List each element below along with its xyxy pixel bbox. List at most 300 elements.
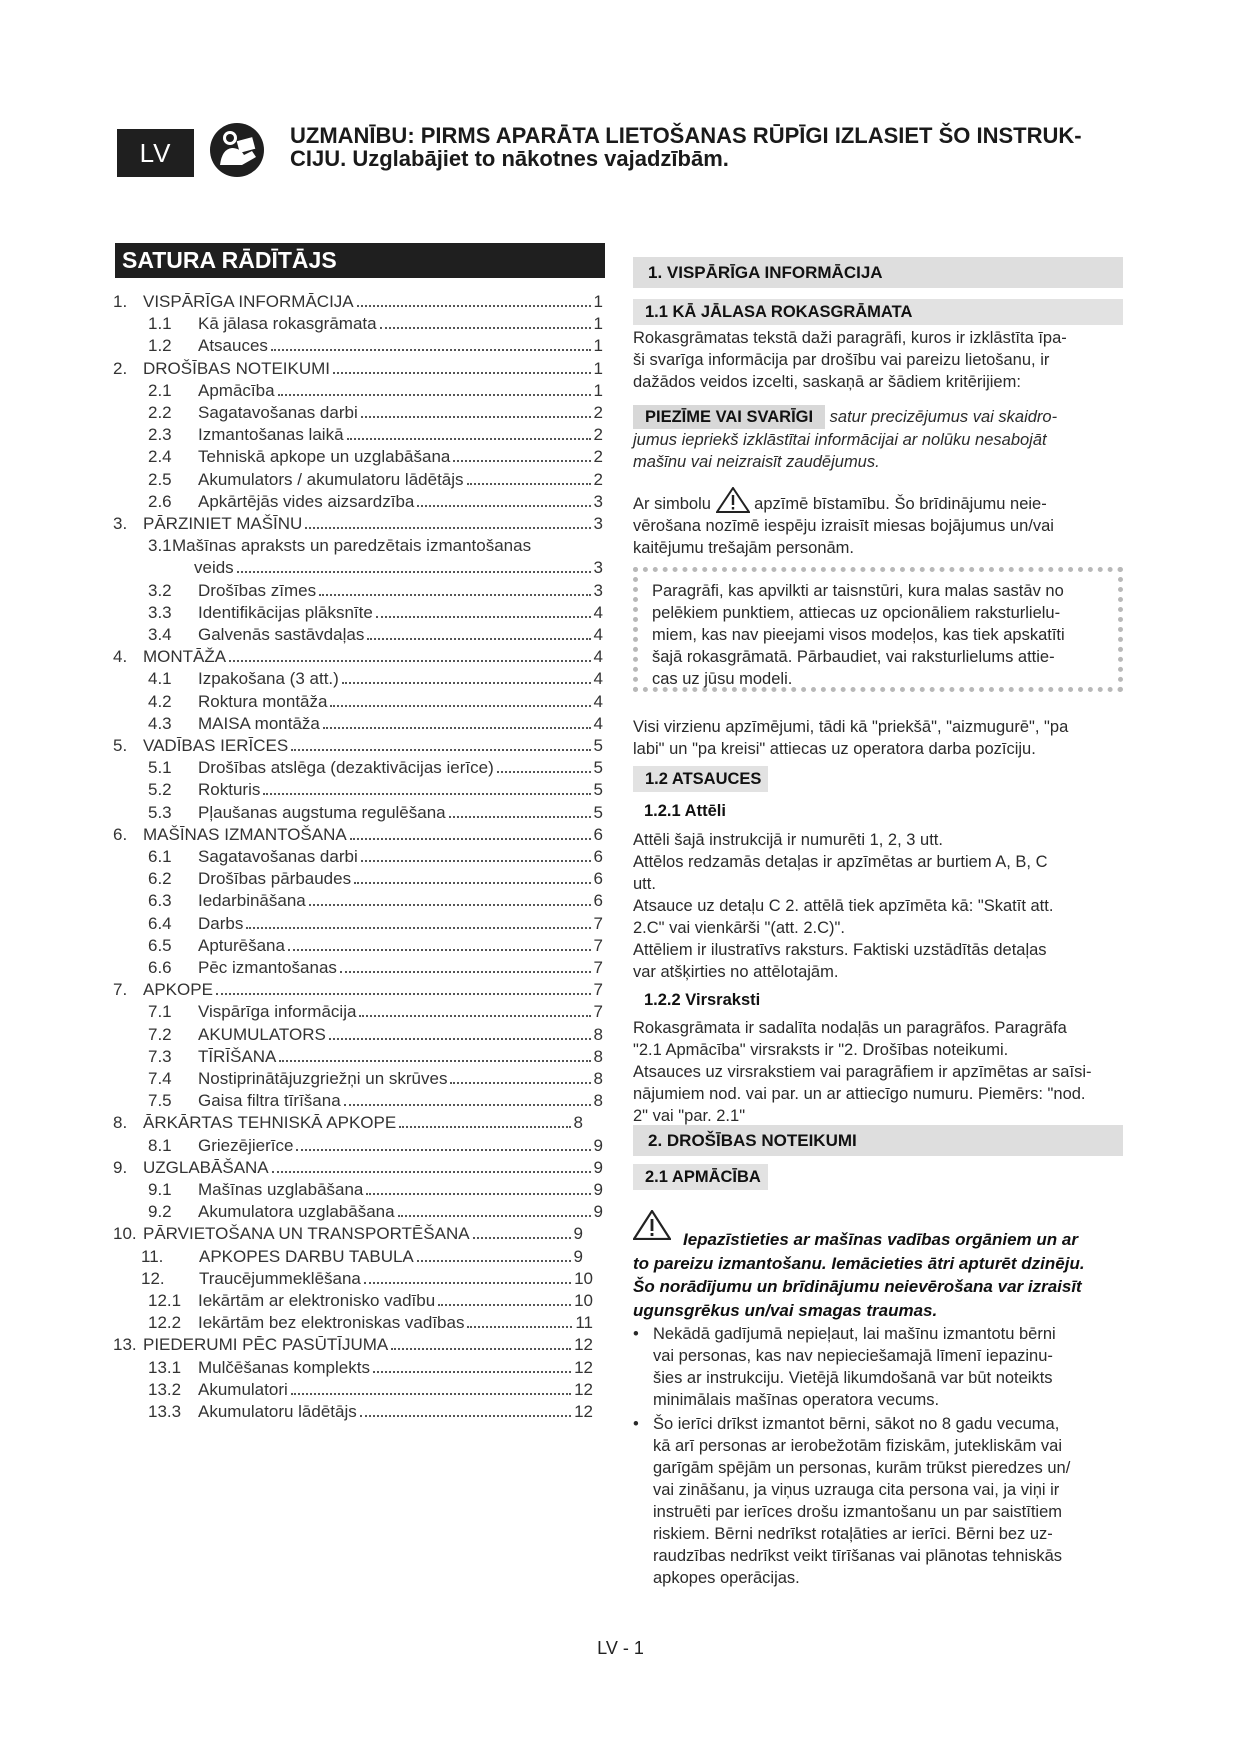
toc-leader-dots <box>417 1260 571 1262</box>
toc-entry-number: 5.3 <box>148 802 172 822</box>
toc-entry-page: 11 <box>575 1313 593 1333</box>
toc-entry-title: Atsauces <box>198 336 268 356</box>
note-text-line3: mašīnu vai neizraisīt zaudējumus. <box>633 453 880 471</box>
toc-leader-dots <box>344 1104 591 1106</box>
toc-leader-dots <box>319 594 590 596</box>
toc-entry-page: 2 <box>593 447 603 467</box>
toc-entry <box>113 712 603 734</box>
toc-entry-title: Drošības pārbaudes <box>198 869 352 889</box>
toc-leader-dots <box>271 349 591 351</box>
bullet-dot: • <box>633 1325 639 1343</box>
toc-entry <box>113 290 603 312</box>
toc-entry <box>113 667 603 689</box>
toc-entry-number: 2.6 <box>148 491 172 511</box>
toc-entry-page: 9 <box>593 1202 603 1222</box>
toc-entry-title: UZGLABĀŠANA <box>143 1157 269 1177</box>
page-number: LV - 1 <box>597 1638 644 1658</box>
toc-entry-number: 6.1 <box>148 847 172 866</box>
toc-entry-page: 6 <box>593 869 603 889</box>
subsection-1-2-1-title: 1.2.1 Attēli <box>644 802 726 820</box>
subsection-2-1-title: 2.1 APMĀCĪBA <box>633 1164 768 1190</box>
toc-entry-number: 4. <box>113 647 128 667</box>
toc-entry <box>113 1267 593 1289</box>
toc-leader-dots <box>340 971 591 973</box>
toc-leader-dots <box>333 372 591 374</box>
toc-entry-number: 13.3 <box>148 1402 182 1421</box>
toc-entry-page: 8 <box>593 1069 603 1088</box>
toc-leader-dots <box>272 1171 591 1173</box>
toc-entry-number: 7. <box>113 980 128 1000</box>
toc-entry-number: 5. <box>113 736 128 755</box>
toc-entry-page: 9 <box>593 1135 603 1155</box>
toc-entry <box>113 1311 593 1333</box>
toc-entry <box>113 912 603 934</box>
sub11-line: Rokasgrāmatas tekstā daži paragrāfi, kuros ir izklāstīta īpa- <box>633 329 1067 347</box>
toc-entry-number: 3.1 <box>148 536 172 556</box>
toc-leader-dots <box>329 1038 591 1040</box>
toc-leader-dots <box>263 793 590 795</box>
toc-entry-title: ĀRKĀRTAS TEHNISKĀ APKOPE <box>143 1113 397 1133</box>
toc-entry-title: Pļaušanas augstuma regulēšana <box>198 802 446 822</box>
toc-entry-number: 2.4 <box>148 447 172 467</box>
toc-entry-number: 4.1 <box>148 669 172 689</box>
toc-entry-number: 13.2 <box>148 1379 182 1399</box>
toc-leader-dots <box>398 1215 591 1217</box>
toc-leader-dots <box>342 682 591 684</box>
toc-leader-dots <box>366 1193 590 1195</box>
toc-entry-title: Darbs <box>198 913 244 933</box>
header-warning-line2: CIJU. Uzglabājiet to nākotnes vajadzībām. <box>290 146 729 171</box>
section1-title: 1. VISPĀRĪGA INFORMĀCIJA <box>633 257 1123 288</box>
toc-entry-number: 2.5 <box>148 469 172 489</box>
toc-entry-number: 3. <box>113 514 128 533</box>
toc-entry-title: Drošības atslēga (dezaktivācijas ierīce) <box>198 758 494 778</box>
toc-entry-title: Iekārtām bez elektroniskas vadības <box>198 1313 465 1333</box>
toc-leader-dots <box>373 1371 571 1373</box>
dotted-line4: šajā rokasgrāmatā. Pārbaudiet, vai raksturlielums attie- <box>652 648 1055 666</box>
toc-leader-dots <box>279 1060 590 1062</box>
toc-leader-dots <box>399 1126 570 1128</box>
toc-entry <box>113 845 603 867</box>
toc-entry-title: veids <box>194 558 234 578</box>
bullet2-line7: raudzības nedrīkst veikt tīrīšanas vai plānotas tehniskās <box>653 1547 1063 1565</box>
toc-entry <box>113 556 603 578</box>
subsection-1-1-title: 1.1 KĀ JĀLASA ROKASGRĀMATA <box>633 299 1123 325</box>
toc-entry <box>113 401 603 423</box>
toc-entry-title: Akumulatoru lādētājs <box>198 1402 357 1421</box>
toc-entry-number: 6.3 <box>148 891 172 911</box>
toc-entry-title: Kā jālasa rokasgrāmata <box>198 314 377 334</box>
toc-entry-number: 7.2 <box>148 1024 172 1044</box>
toc-entry-number: 8. <box>113 1113 128 1133</box>
toc-entry <box>113 490 603 512</box>
toc-leader-dots <box>449 816 591 818</box>
toc-entry-title: Mulčēšanas komplekts <box>198 1357 370 1377</box>
toc-leader-dots <box>497 771 591 773</box>
toc-entry-title: Apkārtējās vides aizsardzība <box>198 491 415 511</box>
toc-entry <box>113 1023 603 1045</box>
toc-entry-title: Identifikācijas plāksnīte <box>198 602 373 622</box>
toc-entry-number: 2.3 <box>148 425 172 445</box>
header-warning <box>290 124 1110 170</box>
toc-entry-number: 9.1 <box>148 1180 172 1199</box>
symbol-text-line2: vērošana nozīmē iespēju izraisīt miesas bojājumus un/vai <box>633 517 1054 535</box>
toc-entry-title: Apturēšana <box>198 935 285 955</box>
toc-entry-page: 3 <box>593 514 603 533</box>
toc-entry-page: 9 <box>573 1224 583 1244</box>
toc-entry-page: 12 <box>574 1402 593 1421</box>
toc-entry-title: Izmantošanas laikā <box>198 425 344 445</box>
sub122-line4: nājumiem nod. vai par. un ar attiecīgo numuru. Piemērs: "nod. <box>633 1085 1086 1103</box>
toc-entry-page: 4 <box>593 602 603 622</box>
toc-entry-page: 12 <box>574 1379 593 1399</box>
toc-leader-dots <box>361 416 591 418</box>
toc-entry-number: 1.2 <box>148 336 172 356</box>
sub121-line5: 2.C" vai vienkārši "(att. 2.C)". <box>633 919 845 937</box>
bullet1-line3: šies ar instrukciju. Vietējā likumdošanā var būt noteikts <box>653 1369 1053 1387</box>
toc-entry <box>113 334 603 356</box>
toc-entry <box>113 1000 603 1022</box>
toc-entry-number: 13.1 <box>148 1357 182 1377</box>
symbol-text-line3: kaitējumu trešajām personām. <box>633 539 855 557</box>
toc-entry-page: 2 <box>593 469 603 489</box>
toc-entry <box>113 1089 603 1111</box>
subsection-1-2-2-text <box>633 1017 1123 1127</box>
direction-line2: labi" un "pa kreisi" attiecas uz operatora darba pozīciju. <box>633 740 1036 758</box>
toc-entry-page: 1 <box>593 292 603 311</box>
sub11-line: ši svarīga informācija par drošību vai pareizu lietošanu, ir <box>633 351 1050 369</box>
sub121-line4: Atsauce uz detaļu C 2. attēlā tiek apzīmēta kā: "Skatīt att. <box>633 897 1054 915</box>
toc-entry-number: 7.1 <box>148 1002 172 1022</box>
toc-entry <box>113 423 603 445</box>
toc-entry-page: 5 <box>593 736 603 755</box>
warning-triangle-icon <box>716 487 750 513</box>
toc-entry-title: AKUMULATORS <box>198 1024 326 1044</box>
toc-leader-dots <box>450 1082 590 1084</box>
toc-entry-number: 13. <box>113 1335 137 1355</box>
toc-entry-number: 9. <box>113 1157 128 1177</box>
toc-entry <box>113 312 603 334</box>
toc-entry-page: 5 <box>593 802 603 822</box>
toc-leader-dots <box>350 838 591 840</box>
toc-entry-title: Izpakošana (3 att.) <box>198 669 339 689</box>
sub121-line7: var atšķirties no attēlotajām. <box>633 963 839 981</box>
toc-entry-number: 2.1 <box>148 380 172 400</box>
toc-entry-page: 3 <box>593 558 603 578</box>
toc-entry-number: 5.2 <box>148 780 172 800</box>
toc-entry-title: Akumulators / akumulatoru lādētājs <box>198 469 464 489</box>
toc-entry-title: TĪRĪŠANA <box>198 1046 277 1066</box>
toc-entry <box>113 1222 583 1244</box>
toc-entry-title: Tehniskā apkope un uzglabāšana <box>198 447 451 467</box>
toc-entry-page: 1 <box>593 336 603 356</box>
toc-entry-title: Iekārtām ar elektronisko vadību <box>198 1291 436 1310</box>
toc-leader-dots <box>473 1237 571 1239</box>
toc-leader-dots <box>229 660 590 662</box>
toc-entry <box>113 1067 603 1089</box>
toc-entry-page: 1 <box>593 380 603 400</box>
toc-entry-page: 4 <box>593 713 603 733</box>
toc-entry-title: Mašīnas apraksts un paredzētais izmantošanas <box>172 536 532 556</box>
bullet1-line2: vai personas, kas nav nepieciešamajā līmenī iepazinu- <box>653 1347 1053 1365</box>
toc-leader-dots <box>438 1304 571 1306</box>
toc-entry-page: 6 <box>593 824 603 844</box>
sub121-line3: utt. <box>633 875 656 893</box>
toc-leader-dots <box>305 527 590 529</box>
toc-entry <box>113 601 603 623</box>
optional-features-box <box>633 567 1123 692</box>
toc-entry-number: 3.4 <box>148 625 172 644</box>
toc-entry-title: DROŠĪBAS NOTEIKUMI <box>143 358 331 378</box>
toc-entry-number: 6. <box>113 824 128 844</box>
toc-leader-dots <box>391 1348 571 1350</box>
bullet-item <box>633 1413 1123 1589</box>
subsection-1-2-title: 1.2 ATSAUCES <box>633 766 768 792</box>
toc-entry-title: Iedarbināšana <box>198 891 306 911</box>
toc-entry-page: 5 <box>593 780 603 800</box>
toc-entry-page: 4 <box>593 625 603 644</box>
toc-entry-title: APKOPE <box>143 980 213 1000</box>
bullet2-line3: garīgām spējām un personas, kurām trūkst pieredzes un/ <box>653 1459 1071 1477</box>
toc-entry-page: 8 <box>593 1091 603 1111</box>
bullet-item <box>633 1323 1123 1411</box>
toc-entry-page: 8 <box>593 1024 603 1044</box>
toc-entry <box>113 823 603 845</box>
toc-entry <box>113 756 603 778</box>
toc-leader-dots <box>359 1015 590 1017</box>
toc-entry-title: Sagatavošanas darbi <box>198 847 358 866</box>
toc-entry <box>113 468 603 490</box>
dotted-line1: Paragrāfi, kas apvilkti ar taisnstūri, kura malas sastāv no <box>652 582 1064 600</box>
toc-entry-number: 12.2 <box>148 1313 182 1333</box>
toc-entry-page: 7 <box>593 980 603 1000</box>
toc-entry-title: VADĪBAS IERĪCES <box>143 736 289 755</box>
dotted-line2: pelēkiem punktiem, attiecas uz opcionāliem raksturlielu- <box>652 604 1061 622</box>
toc-entry-title: Pēc izmantošanas <box>198 958 337 977</box>
toc-entry-number: 3.3 <box>148 602 172 622</box>
toc-leader-dots <box>376 616 591 618</box>
toc-entry-page: 1 <box>593 314 603 334</box>
toc-entry-page: 9 <box>593 1157 603 1177</box>
toc-entry-page: 9 <box>573 1246 583 1266</box>
toc-entry <box>113 1111 583 1133</box>
toc-entry-title: Vispārīga informācija <box>198 1002 357 1022</box>
toc-entry <box>113 934 603 956</box>
toc-entry <box>113 512 603 534</box>
symbol-paragraph <box>633 487 1123 559</box>
toc-entry-page: 10 <box>574 1291 593 1310</box>
toc-leader-dots <box>237 571 591 573</box>
direction-line1: Visi virzienu apzīmējumi, tādi kā "priekšā", "aizmugurē", "pa <box>633 718 1069 736</box>
toc-leader-dots <box>291 1393 571 1395</box>
toc-leader-dots <box>309 904 591 906</box>
toc-entry-number: 4.3 <box>148 713 172 733</box>
toc-entry <box>113 778 603 800</box>
toc-entry-title: Drošības zīmes <box>198 580 317 600</box>
bullet2-line2: kā arī personas ar ierobežotām fiziskām, jutekliskām vai <box>653 1437 1062 1455</box>
toc-entry-page: 2 <box>593 403 603 422</box>
toc-entry-page: 7 <box>593 913 603 933</box>
toc-entry-number: 7.4 <box>148 1069 172 1088</box>
toc-entry <box>113 867 603 889</box>
bullet2-line8: apkopes operācijas. <box>653 1569 800 1587</box>
note-text-line2: jumus iepriekš izklāstītai informācijai ar nolūku nesabojāt <box>633 431 1047 449</box>
toc-leader-dots <box>330 705 590 707</box>
toc-entry <box>113 1045 603 1067</box>
sub121-line1: Attēli šajā instrukcijā ir numurēti 1, 2, 3 utt. <box>633 831 943 849</box>
toc-entry-title: Roktura montāža <box>198 691 328 711</box>
bullet2-line1: Šo ierīci drīkst izmantot bērni, sākot no 8 gadu vecuma, <box>653 1415 1060 1433</box>
toc-entry-number: 1. <box>113 292 128 311</box>
toc-entry-number: 8.1 <box>148 1135 172 1155</box>
toc-entry-page: 4 <box>593 669 603 689</box>
toc-entry-page: 7 <box>593 958 603 977</box>
toc-leader-dots <box>360 1415 571 1417</box>
toc-entry-page: 7 <box>593 1002 603 1022</box>
toc-entry <box>113 445 603 467</box>
sub122-line2: "2.1 Apmācība" virsraksts ir "2. Drošības noteikumi. <box>633 1041 1009 1059</box>
bullet1-line4: minimālais mašīnas operatora vecums. <box>653 1391 940 1409</box>
toc-entry-title: Rokturis <box>198 780 261 800</box>
subsection-1-2-1-text <box>633 829 1123 983</box>
toc-leader-dots <box>288 949 591 951</box>
toc-entry-page: 8 <box>573 1113 583 1133</box>
toc-entry <box>113 379 603 401</box>
toc-leader-dots <box>216 993 591 995</box>
warning-line2: to pareizu izmantošanu. Iemācieties ātri apturēt dzinēju. <box>633 1253 1085 1273</box>
toc-entry-page: 7 <box>593 935 603 955</box>
language-badge: LV <box>117 129 194 177</box>
toc-entry <box>113 1245 583 1267</box>
toc-entry <box>113 579 603 601</box>
toc-entry <box>113 956 603 978</box>
toc-entry-title: Galvenās sastāvdaļas <box>198 625 365 644</box>
warning-line3: Šo norādījumu un brīdinājumu neievērošana var izraisīt <box>633 1277 1082 1296</box>
note-text-line1: satur precizējumus vai skaidro- <box>829 408 1058 426</box>
dotted-line5: cas uz jūsu modeli. <box>652 670 793 688</box>
toc-entry-page: 3 <box>593 580 603 600</box>
toc-entry-number: 5.1 <box>148 758 172 778</box>
toc-entry-page: 9 <box>593 1180 603 1199</box>
toc-leader-dots <box>467 483 591 485</box>
sub122-line5: 2" vai "par. 2.1" <box>633 1107 746 1125</box>
symbol-text-end: apzīmē bīstamību. Šo brīdinājumu neie- <box>754 495 1047 513</box>
toc-entry-title: Sagatavošanas darbi <box>198 403 358 422</box>
toc-entry-number: 7.3 <box>148 1046 172 1066</box>
toc-leader-dots <box>246 927 590 929</box>
toc-leader-dots <box>367 638 590 640</box>
toc-entry <box>113 1400 593 1422</box>
toc-leader-dots <box>291 749 590 751</box>
section2-title: 2. DROŠĪBAS NOTEIKUMI <box>633 1125 1123 1156</box>
toc-leader-dots <box>453 460 590 462</box>
toc-entry-number: 6.6 <box>148 958 172 977</box>
toc-entry-title: Traucējummeklēšana <box>199 1268 361 1288</box>
toc-entry-title: MONTĀŽA <box>143 647 227 667</box>
toc-entry-title: MAISA montāža <box>198 713 320 733</box>
toc-entry-title: Akumulatora uzglabāšana <box>198 1202 395 1222</box>
symbol-text-start: Ar simbolu <box>633 495 711 513</box>
toc-entry-title: PĀRZINIET MAŠĪNU <box>143 514 303 533</box>
toc-entry-title: Nostiprinātājuzgriežņi un skrūves <box>198 1069 448 1088</box>
toc-entry <box>113 1156 603 1178</box>
toc-entry-title: Gaisa filtra tīrīšana <box>198 1091 341 1111</box>
toc-entry <box>113 623 603 645</box>
toc-entry-title: Akumulatori <box>198 1379 288 1399</box>
toc-entry <box>113 1356 593 1378</box>
toc-entry-number: 2.2 <box>148 403 172 422</box>
header-warning-line1: UZMANĪBU: PIRMS APARĀTA LIETOŠANAS RŪPĪGI IZLASIET ŠO INSTRUK- <box>290 123 1082 148</box>
toc-entry-number: 4.2 <box>148 691 172 711</box>
toc-entry-number: 9.2 <box>148 1202 172 1222</box>
toc-entry <box>113 889 603 911</box>
toc-entry-title: APKOPES DARBU TABULA <box>199 1246 414 1266</box>
safety-warning <box>633 1228 1123 1322</box>
toc-entry <box>113 357 603 379</box>
toc-leader-dots <box>417 505 590 507</box>
bullet-dot: • <box>633 1415 639 1433</box>
toc-entry-page: 8 <box>593 1046 603 1066</box>
toc-entry <box>113 734 603 756</box>
sub121-line6: Attēliem ir ilustratīvs raksturs. Faktiski uzstādītās detaļas <box>633 941 1047 959</box>
toc-entry-title: PIEDERUMI PĒC PASŪTĪJUMA <box>143 1335 389 1355</box>
toc-entry-number: 12.1 <box>148 1291 182 1310</box>
toc-title: SATURA RĀDĪTĀJS <box>115 243 605 278</box>
toc-entry <box>113 690 603 712</box>
toc-entry-title: PĀRVIETOŠANA UN TRANSPORTĒŠANA <box>143 1224 470 1244</box>
toc-leader-dots <box>357 305 591 307</box>
dotted-line3: miem, kas nav pieejami visos modeļos, kas tiek apskatīti <box>652 626 1065 644</box>
sub122-line1: Rokasgrāmata ir sadalīta nodaļās un paragrāfos. Paragrāfa <box>633 1019 1067 1037</box>
toc-entry <box>113 1178 603 1200</box>
toc-entry-number: 12. <box>141 1268 165 1288</box>
toc-entry-number: 2. <box>113 358 128 378</box>
toc-entry-number: 7.5 <box>148 1091 172 1111</box>
bullet2-line4: vai zināšanu, ja viņus uzrauga cita persona vai, ja viņi ir <box>653 1481 1060 1499</box>
toc-entry-page: 4 <box>593 647 603 667</box>
toc-entry <box>113 978 603 1000</box>
toc-entry-page: 10 <box>574 1268 593 1288</box>
toc-leader-dots <box>278 394 591 396</box>
toc-entry-page: 6 <box>593 891 603 911</box>
toc-leader-dots <box>354 882 590 884</box>
toc-entry-page: 2 <box>593 425 603 445</box>
toc-entry-title: Apmācība <box>198 380 275 400</box>
toc-entry <box>113 645 603 667</box>
toc-leader-dots <box>296 1149 590 1151</box>
toc-entry-title: MAŠĪNAS IZMANTOŠANA <box>143 824 347 844</box>
toc-entry-number: 6.2 <box>148 869 172 889</box>
bullet1-line1: Nekādā gadījumā nepieļaut, lai mašīnu izmantotu bērni <box>653 1325 1056 1343</box>
sub121-line2: Attēlos redzamās detaļas ir apzīmētas ar burtiem A, B, C <box>633 853 1048 871</box>
bullet2-line5: instruēti par ierīces drošu izmantošanu un par saistītiem <box>653 1503 1063 1521</box>
toc-leader-dots <box>347 438 591 440</box>
toc-entry-number: 11. <box>141 1246 164 1266</box>
toc-entry <box>113 1134 603 1156</box>
toc-entry-page: 5 <box>593 758 603 778</box>
toc-entry-page: 12 <box>574 1335 593 1355</box>
toc-entry-number: 10. <box>113 1224 137 1244</box>
note-block <box>633 405 1123 473</box>
toc-entry <box>113 534 603 556</box>
sub122-line3: Atsauces uz virsrakstiem vai paragrāfiem ir apzīmētas ar saīsi- <box>633 1063 1092 1081</box>
sub11-line: dažādos veidos izcelti, saskaņā ar šādiem kritērijiem: <box>633 373 1021 391</box>
warning-line1: Iepazīstieties ar mašīnas vadības orgāniem un ar <box>683 1230 1078 1249</box>
toc-entry-number: 6.4 <box>148 913 172 933</box>
toc-entry <box>113 1378 593 1400</box>
toc-leader-dots <box>323 727 591 729</box>
toc-entry-page: 1 <box>593 358 603 378</box>
